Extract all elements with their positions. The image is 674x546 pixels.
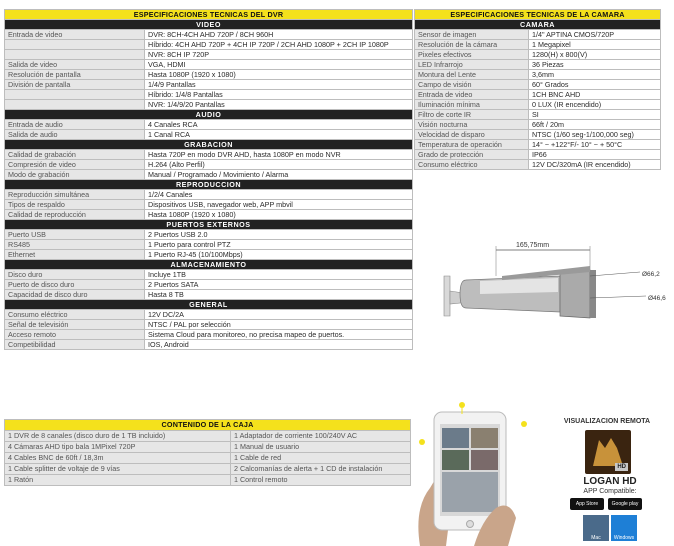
spec-value: 14° ~ +122°F/- 10° ~ + 50°C <box>529 140 661 150</box>
spec-value: Dispositivos USB, navegador web, APP mbvil <box>145 200 413 210</box>
table-row <box>5 300 413 310</box>
table-row <box>5 160 413 170</box>
spec-label: División de pantalla <box>5 80 145 90</box>
table-row <box>5 170 413 180</box>
section-title: ALMACENAMIENTO <box>5 260 413 270</box>
spec-value: 12V DC/320mA (IR encendido) <box>529 160 661 170</box>
spec-label: Capacidad de disco duro <box>5 290 145 300</box>
table-row <box>5 200 413 210</box>
box-item: 1 Cable de red <box>231 453 411 464</box>
section-title: CAMARA <box>415 20 661 30</box>
spec-label: Salida de audio <box>5 130 145 140</box>
spec-label: Iluminación mínima <box>415 100 529 110</box>
section-title: GRABACION <box>5 140 413 150</box>
table-row <box>5 220 413 230</box>
section-title: AUDIO <box>5 110 413 120</box>
table-row <box>5 290 413 300</box>
spec-label: Disco duro <box>5 270 145 280</box>
table-row <box>415 110 661 120</box>
table-row <box>5 270 413 280</box>
camera-spec-table <box>414 9 661 170</box>
spec-label: Puerto de disco duro <box>5 280 145 290</box>
table-row <box>5 464 411 475</box>
box-item: 1 Manual de usuario <box>231 442 411 453</box>
mac-icon <box>583 515 609 541</box>
table-row <box>5 60 413 70</box>
spec-label: Sensor de imagen <box>415 30 529 40</box>
spec-value: H.264 (Alto Perfil) <box>145 160 413 170</box>
google-play-badge[interactable]: Google play <box>608 498 642 510</box>
spec-label <box>5 100 145 110</box>
spec-label: Compresión de video <box>5 160 145 170</box>
spec-value: 60° Grados <box>529 80 661 90</box>
section-title: VIDEO <box>5 20 413 30</box>
spec-label: LED Infrarrojo <box>415 60 529 70</box>
table-row <box>415 140 661 150</box>
spec-value: 1 Puerto para control PTZ <box>145 240 413 250</box>
spec-value: Manual / Programado / Movimiento / Alarma <box>145 170 413 180</box>
spec-value: Sistema Cloud para monitoreo, no precisa mapeo de puertos. <box>145 330 413 340</box>
dvr-spec-header: ESPECIFICACIONES TECNICAS DEL DVR <box>5 10 413 20</box>
spec-value: 4 Canales RCA <box>145 120 413 130</box>
spec-label: Reproducción simultánea <box>5 190 145 200</box>
spec-label: Grado de protección <box>415 150 529 160</box>
box-item: 4 Cables BNC de 60ft / 18,3m <box>5 453 231 464</box>
dvr-spec-table <box>4 9 413 350</box>
spec-label: Velocidad de disparo <box>415 130 529 140</box>
table-row <box>415 50 661 60</box>
table-row <box>415 80 661 90</box>
spec-label: Resolución de pantalla <box>5 70 145 80</box>
spec-value: Hasta 1080P (1920 x 1080) <box>145 70 413 80</box>
spec-label: Resolución de la cámara <box>415 40 529 50</box>
spec-value: 1/2/4 Canales <box>145 190 413 200</box>
spec-value: 1 Puerto RJ-45 (10/100Mbps) <box>145 250 413 260</box>
spec-label: Ethernet <box>5 250 145 260</box>
spec-value: IP66 <box>529 150 661 160</box>
camera-spec-header: ESPECIFICACIONES TECNICAS DE LA CAMARA <box>415 10 661 20</box>
windows-label: Windows <box>613 535 635 541</box>
table-row <box>5 330 413 340</box>
spec-value: 66ft / 20m <box>529 120 661 130</box>
app-store-badge[interactable]: App Store <box>570 498 604 510</box>
table-row <box>5 230 413 240</box>
spec-label: Temperatura de operación <box>415 140 529 150</box>
table-row <box>5 210 413 220</box>
table-row <box>5 320 413 330</box>
spec-value: SI <box>529 110 661 120</box>
spec-value: 1 Canal RCA <box>145 130 413 140</box>
app-compatible-label: APP Compatible: <box>583 488 637 495</box>
spec-label: Consumo eléctrico <box>415 160 529 170</box>
table-row <box>5 442 411 453</box>
spec-value: 1CH BNC AHD <box>529 90 661 100</box>
camera-length-label: 165,75mm <box>516 242 550 249</box>
spec-label <box>5 90 145 100</box>
camera-diameter-label-1: Ø66,2 <box>642 271 660 278</box>
spec-label: Montura del Lente <box>415 70 529 80</box>
spec-label: Pixeles efectivos <box>415 50 529 60</box>
spec-label: Señal de televisión <box>5 320 145 330</box>
spec-value: 2 Puertos SATA <box>145 280 413 290</box>
section-title: GENERAL <box>5 300 413 310</box>
spec-label <box>5 50 145 60</box>
spec-value: Hasta 720P en modo DVR AHD, hasta 1080P en modo NVR <box>145 150 413 160</box>
spec-label: Modo de grabación <box>5 170 145 180</box>
table-row <box>5 70 413 80</box>
table-row <box>5 431 411 442</box>
table-row <box>5 180 413 190</box>
camera-diameter-label-2: Ø46,6 <box>648 295 666 302</box>
spec-label: Puerto USB <box>5 230 145 240</box>
table-row <box>5 420 411 431</box>
box-item: 2 Calcomanías de alerta + 1 CD de instalación <box>231 464 411 475</box>
table-row <box>5 310 413 320</box>
table-row <box>5 50 413 60</box>
spec-value: 1/4/9 Pantallas <box>145 80 413 90</box>
box-contents-header: CONTENIDO DE LA CAJA <box>5 420 411 431</box>
phone-in-hand-image <box>412 398 552 546</box>
table-row <box>5 340 413 350</box>
table-row <box>5 90 413 100</box>
app-name: LOGAN HD <box>583 476 637 487</box>
spec-value: Híbrido: 4CH AHD 720P + 4CH IP 720P / 2CH AHD 1080P + 2CH IP 1080P <box>145 40 413 50</box>
spec-value: 3,6mm <box>529 70 661 80</box>
table-row <box>415 10 661 20</box>
table-row <box>5 130 413 140</box>
section-title: PUERTOS EXTERNOS <box>5 220 413 230</box>
table-row <box>415 100 661 110</box>
table-row <box>5 140 413 150</box>
table-row <box>5 80 413 90</box>
table-row <box>415 160 661 170</box>
spec-value: NTSC / PAL por selección <box>145 320 413 330</box>
spec-value: Híbrido: 1/4/8 Pantallas <box>145 90 413 100</box>
spec-value: DVR: 8CH-4CH AHD 720P / 8CH 960H <box>145 30 413 40</box>
spec-label: Competibilidad <box>5 340 145 350</box>
spec-value: NTSC (1/60 seg-1/100,000 seg) <box>529 130 661 140</box>
spec-label: Entrada de audio <box>5 120 145 130</box>
remote-viewing-title: VISUALIZACION REMOTA <box>563 418 651 425</box>
windows-icon <box>611 515 637 541</box>
spec-value: Hasta 8 TB <box>145 290 413 300</box>
mac-label: Mac <box>591 535 601 541</box>
hd-badge: HD <box>617 464 626 470</box>
box-item: 4 Cámaras AHD tipo bala 1MPixel 720P <box>5 442 231 453</box>
table-row <box>5 250 413 260</box>
spec-label: Visión nocturna <box>415 120 529 130</box>
spec-value: 12V DC/2A <box>145 310 413 320</box>
table-row <box>5 30 413 40</box>
table-row <box>5 240 413 250</box>
table-row <box>415 150 661 160</box>
spec-value: NVR: 1/4/9/20 Pantallas <box>145 100 413 110</box>
camera-dimension-drawing <box>440 236 670 348</box>
table-row <box>5 453 411 464</box>
table-row <box>415 90 661 100</box>
table-row <box>5 475 411 486</box>
spec-label <box>5 40 145 50</box>
logan-hd-app-logo <box>585 430 631 474</box>
box-item: 1 Adaptador de corriente 100/240V AC <box>231 431 411 442</box>
table-row <box>415 60 661 70</box>
spec-value: 1/4" APTINA CMOS/720P <box>529 30 661 40</box>
table-row <box>5 110 413 120</box>
spec-value: VGA, HDMI <box>145 60 413 70</box>
table-row <box>415 20 661 30</box>
table-row <box>5 100 413 110</box>
section-title: REPRODUCCION <box>5 180 413 190</box>
box-contents-table <box>4 419 411 486</box>
spec-value: 36 Piezas <box>529 60 661 70</box>
spec-value: 1280(H) x 800(V) <box>529 50 661 60</box>
table-row <box>5 280 413 290</box>
spec-label: Filtro de corte IR <box>415 110 529 120</box>
spec-value: NVR: 8CH IP 720P <box>145 50 413 60</box>
spec-label: Calidad de reproducción <box>5 210 145 220</box>
table-row <box>415 40 661 50</box>
spec-label: Campo de visión <box>415 80 529 90</box>
spec-label: Calidad de grabación <box>5 150 145 160</box>
spec-label: Acceso remoto <box>5 330 145 340</box>
table-row <box>415 30 661 40</box>
table-row <box>5 20 413 30</box>
spec-value: 0 LUX (IR encendido) <box>529 100 661 110</box>
spec-label: Tipos de respaldo <box>5 200 145 210</box>
table-row <box>5 150 413 160</box>
spec-label: RS485 <box>5 240 145 250</box>
table-row <box>415 120 661 130</box>
box-item: 1 DVR de 8 canales (disco duro de 1 TB incluido) <box>5 431 231 442</box>
table-row <box>5 40 413 50</box>
box-item: 1 Control remoto <box>231 475 411 486</box>
spec-label: Consumo eléctrico <box>5 310 145 320</box>
spec-value: Incluye 1TB <box>145 270 413 280</box>
table-row <box>5 260 413 270</box>
box-item: 1 Cable splitter de voltaje de 9 vías <box>5 464 231 475</box>
table-row <box>5 10 413 20</box>
spec-value: Hasta 1080P (1920 x 1080) <box>145 210 413 220</box>
table-row <box>415 130 661 140</box>
spec-value: 2 Puertos USB 2.0 <box>145 230 413 240</box>
spec-label: Salida de video <box>5 60 145 70</box>
spec-value: 1 Megapixel <box>529 40 661 50</box>
table-row <box>5 120 413 130</box>
table-row <box>415 70 661 80</box>
spec-label: Entrada de video <box>5 30 145 40</box>
table-row <box>5 190 413 200</box>
spec-value: IOS, Android <box>145 340 413 350</box>
spec-label: Entrada de video <box>415 90 529 100</box>
box-item: 1 Ratón <box>5 475 231 486</box>
